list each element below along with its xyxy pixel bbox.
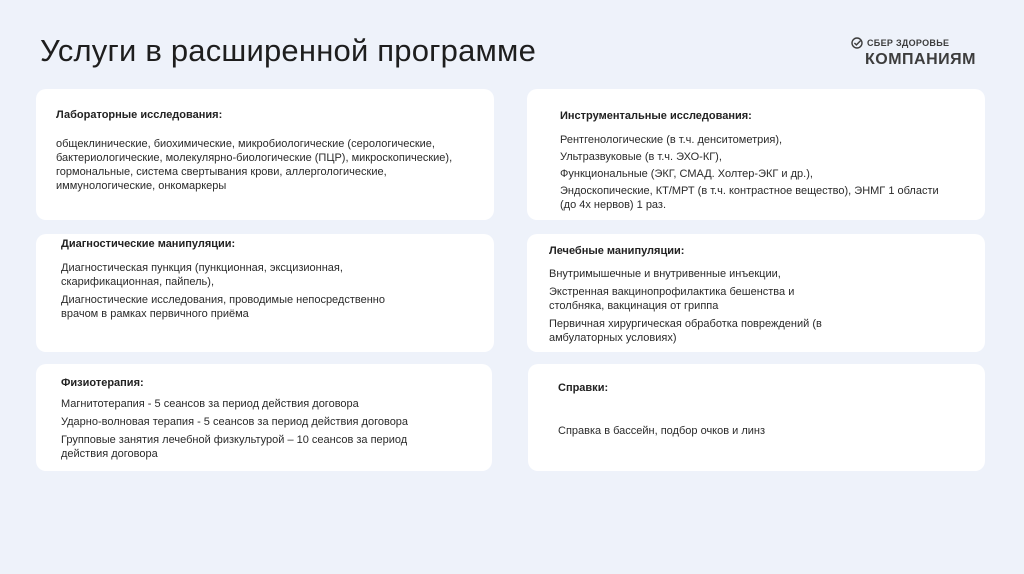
card-instr-title: Инструментальные исследования: [560,110,752,122]
list-item: Ультразвуковые (в т.ч. ЭХО-КГ), [560,151,722,163]
list-item: Магнитотерапия - 5 сеансов за период действия договора [61,398,359,410]
card-lab-title: Лабораторные исследования: [56,109,223,121]
card-diagnostic [36,234,494,352]
card-physiotherapy [36,364,492,471]
list-item: Функциональные (ЭКГ, СМАД. Холтер-ЭКГ и др.), [560,168,813,180]
list-item: Первичная хирургическая обработка повреждений (в амбулаторных условиях) [549,318,822,344]
logo-top-text: СБЕР ЗДОРОВЬЕ [867,38,950,48]
card-physio-body [61,397,471,465]
list-item: Диагностическая пункция (пункционная, эксцизионная, скарификационная, пайпель), [61,262,343,288]
card-diag-title: Диагностические манипуляции: [61,238,236,250]
list-item: Внутримышечные и внутривенные инъекции, [549,268,781,280]
card-treat-body [549,267,849,349]
list-item: Экстренная вакцинопрофилактика бешенства и столбняка, вакцинация от гриппа [549,286,795,312]
card-diag-body [61,261,401,325]
card-instrumental [527,89,985,220]
card-certs-title: Справки: [558,382,609,394]
list-item: Диагностические исследования, проводимые непосредственно врачом в рамках первичного приёма [61,294,385,320]
page-title: Услуги в расширенной программе [40,33,537,68]
card-instr-body [560,133,940,212]
card-treat-title: Лечебные манипуляции: [549,245,685,257]
card-physio-title: Физиотерапия: [61,377,144,389]
logo-bottom-text: КОМПАНИЯМ [865,51,976,68]
brand-logo [851,37,1001,71]
sber-logo-icon [851,37,863,49]
card-treatment [527,234,985,352]
card-lab-tests [36,89,494,220]
card-lab-body [56,137,486,197]
list-item: Рентгенологические (в т.ч. денситометрия), [560,134,783,146]
card-certs-body [558,424,958,442]
list-item: общеклинические, биохимические, микробиологические (серологические, бактериологические, молекулярно-биологические (ПЦР), микроскопические), гормональные, система свертывания крови, аллергологические, иммунологические, онкомаркеры [56,138,453,192]
list-item: Эндоскопические, КТ/МРТ (в т.ч. контрастное вещество), ЭНМГ 1 области (до 4х нервов) 1 раз. [560,185,939,211]
list-item: Справка в бассейн, подбор очков и линз [558,425,766,437]
list-item: Групповые занятия лечебной физкультурой – 10 сеансов за период действия договора [61,434,408,460]
list-item: Ударно-волновая терапия - 5 сеансов за период действия договора [61,416,409,428]
card-certificates [528,364,985,471]
